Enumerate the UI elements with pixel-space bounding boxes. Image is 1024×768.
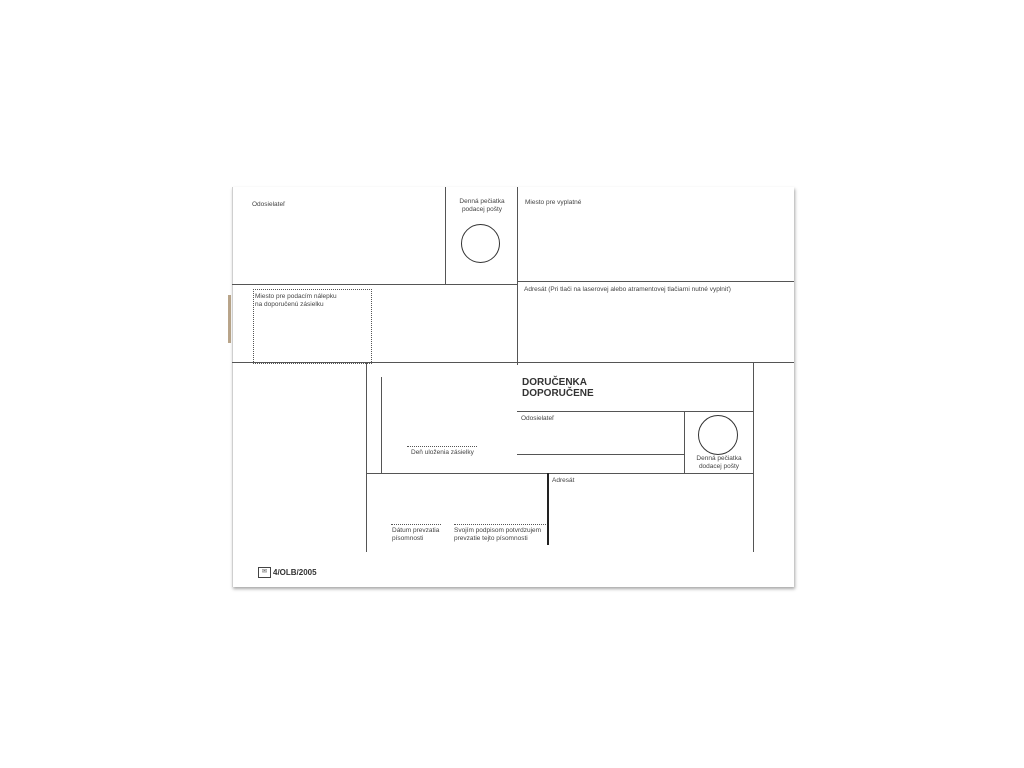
form-code: 4/OLB/2005 — [273, 568, 317, 577]
post-stamp-circle — [461, 224, 500, 263]
divider-line — [232, 284, 518, 285]
delivery-receipt-form — [232, 187, 794, 587]
stored-day-line — [407, 446, 477, 447]
post-stamp-label: Denná pečiatka podacej pošty — [459, 198, 505, 213]
divider-line — [232, 362, 794, 363]
receipt-date-label: Dátum prevzatia písomnosti — [392, 527, 440, 542]
signature-line — [454, 524, 546, 525]
divider-line — [381, 377, 382, 473]
divider-line — [517, 281, 794, 282]
fill-area-label: Miesto pre vyplatné — [525, 199, 582, 206]
divider-line — [517, 454, 685, 455]
stored-day-label: Deň uloženia zásielky — [411, 449, 474, 456]
card-sender-label: Odosielateľ — [521, 415, 554, 422]
divider-line — [445, 187, 446, 284]
delivery-stamp-label: Denná pečiatka dodacej pošty — [696, 455, 742, 470]
card-right-border — [753, 362, 754, 552]
sender-label: Odosielateľ — [252, 201, 285, 208]
delivery-stamp-circle — [698, 415, 738, 455]
card-title: DORUČENKA DOPORUČENE — [522, 377, 594, 399]
receipt-date-line — [391, 524, 441, 525]
divider-line — [517, 187, 518, 365]
divider-line — [517, 411, 754, 412]
sticker-label: Miesto pre podacím nálepku na doporučenú zásielku — [255, 293, 337, 308]
divider-line — [366, 473, 754, 474]
divider-line — [547, 473, 549, 545]
post-logo-icon: ✉ — [258, 567, 271, 578]
card-addressee-label: Adresát — [552, 477, 575, 484]
addressee-label: Adresát (Pri tlači na laserovej alebo atramentovej tlačiarni nutné vyplniť) — [524, 286, 731, 293]
card-left-border — [366, 362, 367, 552]
signature-label: Svojím podpisom potvrdzujem prevzatie tejto písomnosti — [454, 527, 542, 542]
form-edge — [232, 187, 233, 587]
binding-strip — [228, 295, 231, 343]
